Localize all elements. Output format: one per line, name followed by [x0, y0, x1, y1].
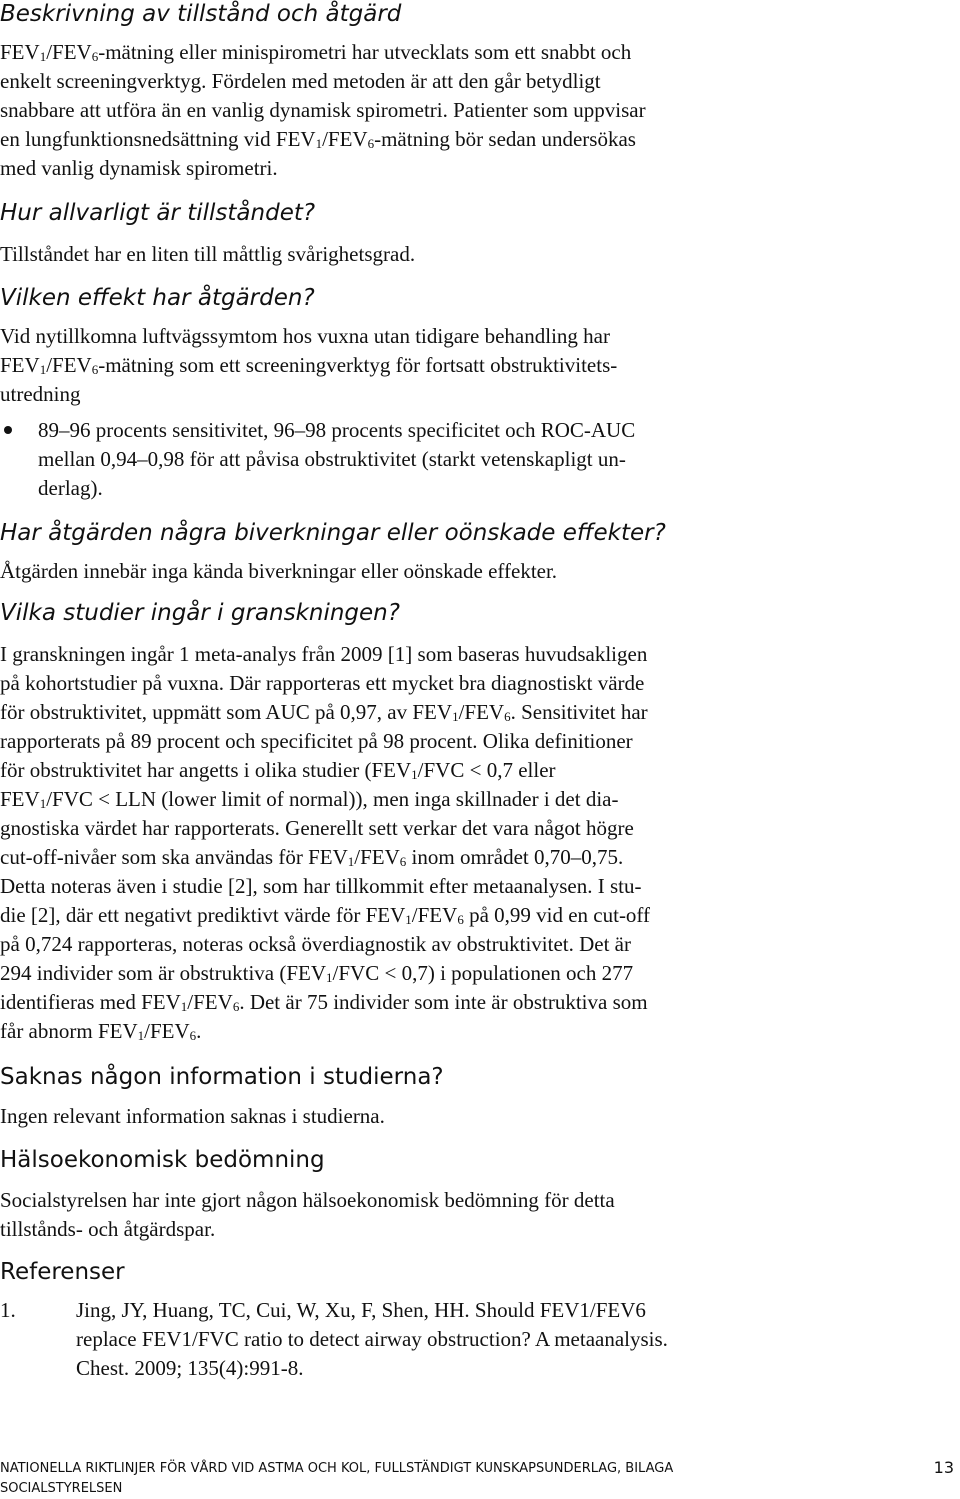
paragraph-side-effects	[0, 557, 960, 586]
heading-severity: Hur allvarligt är tillståndet?	[0, 200, 316, 226]
reference-text	[76, 1296, 956, 1383]
footer-publisher: SOCIALSTYRELSEN	[0, 1481, 123, 1496]
reference-number: 1.	[0, 1298, 16, 1322]
footer-title: NATIONELLA RIKTLINJER FÖR VÅRD VID ASTMA OCH KOL, FULLSTÄNDIGT KUNSKAPSUNDERLAG, BILAGA	[0, 1461, 674, 1476]
text-line: Åtgärden innebär inga kända biverkningar eller oönskade effekter.	[0, 559, 558, 583]
text-line: får abnorm $FEV_1/FEV_6$.	[0, 1019, 202, 1043]
text-line: cut-off-nivåer som ska användas för $FEV_1/FEV_6$ inom området 0,70–0,75.	[0, 845, 624, 869]
text-line: för obstruktivitet har angetts i olika studier ($FEV_1$/FVC < 0,7 eller	[0, 758, 556, 782]
text-line: Detta noteras även i studie [2], som har tillkommit efter metaanalysen. I stu-	[0, 874, 642, 898]
text-line: på 0,724 rapporteras, noteras också överdiagnostik av obstruktivitet. Det är	[0, 932, 631, 956]
text-line: Ingen relevant information saknas i studierna.	[0, 1104, 385, 1128]
text-line: enkelt screeningverktyg. Fördelen med metoden är att den går betydligt	[0, 69, 601, 93]
text-line: $FEV_1/FEV_6$-mätning eller minispirometri har utvecklats som ett snabbt och	[0, 40, 632, 64]
text-line: Chest. 2009; 135(4):991-8.	[76, 1356, 304, 1380]
bullet-icon	[4, 426, 12, 434]
text-line: $FEV_1/FEV_6$-mätning som ett screeningverktyg för fortsatt obstruktivitets-	[0, 353, 618, 377]
bullet-text	[38, 416, 938, 503]
text-line: rapporterats på 89 procent och specificitet på 98 procent. Olika definitioner	[0, 729, 633, 753]
heading-studies: Vilka studier ingår i granskningen?	[0, 600, 400, 626]
reference-item	[0, 1296, 960, 1386]
text-line: Vid nytillkomna luftvägssymtom hos vuxna utan tidigare behandling har	[0, 324, 610, 348]
heading-description: Beskrivning av tillstånd och åtgärd	[0, 1, 402, 27]
text-line: utredning	[0, 382, 81, 406]
text-line: med vanlig dynamisk spirometri.	[0, 156, 278, 180]
paragraph-severity	[0, 240, 960, 269]
text-line: tillstånds- och åtgärdspar.	[0, 1217, 216, 1241]
text-line: Jing, JY, Huang, TC, Cui, W, Xu, F, Shen, HH. Should FEV1/FEV6	[76, 1298, 646, 1322]
page-footer	[0, 1459, 960, 1499]
text-line: 294 individer som är obstruktiva ($FEV_1$/FVC < 0,7) i populationen och 277	[0, 961, 634, 985]
text-line: en lungfunktionsnedsättning vid $FEV_1/FEV_6$-mätning bör sedan undersökas	[0, 127, 636, 151]
heading-missing-info: Saknas någon information i studierna?	[0, 1064, 444, 1090]
text-line: replace FEV1/FVC ratio to detect airway obstruction? A metaanalysis.	[76, 1327, 668, 1351]
text-line: gnostiska värdet har rapporterats. Generellt sett verkar det vara något högre	[0, 816, 634, 840]
text-line: Socialstyrelsen har inte gjort någon hälsoekonomisk bedömning för detta	[0, 1188, 615, 1212]
heading-effect: Vilken effekt har åtgärden?	[0, 285, 315, 311]
text-line: för obstruktivitet, uppmätt som AUC på 0,97, av $FEV_1/FEV_6$. Sensitivitet har	[0, 700, 648, 724]
paragraph-missing-info	[0, 1102, 960, 1131]
text-line: I granskningen ingår 1 meta-analys från 2009 [1] som baseras huvudsakligen	[0, 642, 648, 666]
paragraph-effect	[0, 322, 960, 409]
bullet-item	[0, 416, 960, 506]
text-line: derlag).	[38, 476, 103, 500]
text-line: identifieras med $FEV_1/FEV_6$. Det är 75 individer som inte är obstruktiva som	[0, 990, 648, 1014]
text-line: snabbare att utföra än en vanlig dynamisk spirometri. Patienter som uppvisar	[0, 98, 646, 122]
paragraph-description	[0, 38, 960, 183]
text-line: $FEV_1$/FVC < LLN (lower limit of normal)), men inga skillnader i det dia-	[0, 787, 619, 811]
text-line: mellan 0,94–0,98 för att påvisa obstruktivitet (starkt vetenskapligt un-	[38, 447, 626, 471]
page-number: 13	[933, 1458, 954, 1477]
text-line: die [2], där ett negativt prediktivt värde för $FEV_1/FEV_6$ på 0,99 vid en cut-off	[0, 903, 651, 927]
paragraph-economics	[0, 1186, 960, 1244]
heading-economics: Hälsoekonomisk bedömning	[0, 1147, 325, 1173]
text-line: på kohortstudier på vuxna. Där rapporteras ett mycket bra diagnostiskt värde	[0, 671, 645, 695]
text-line: 89–96 procents sensitivitet, 96–98 procents specificitet och ROC-AUC	[38, 418, 636, 442]
text-line: Tillståndet har en liten till måttlig svårighetsgrad.	[0, 242, 416, 266]
heading-references: Referenser	[0, 1259, 125, 1285]
heading-side-effects: Har åtgärden några biverkningar eller oönskade effekter?	[0, 520, 666, 546]
paragraph-studies	[0, 640, 960, 1046]
